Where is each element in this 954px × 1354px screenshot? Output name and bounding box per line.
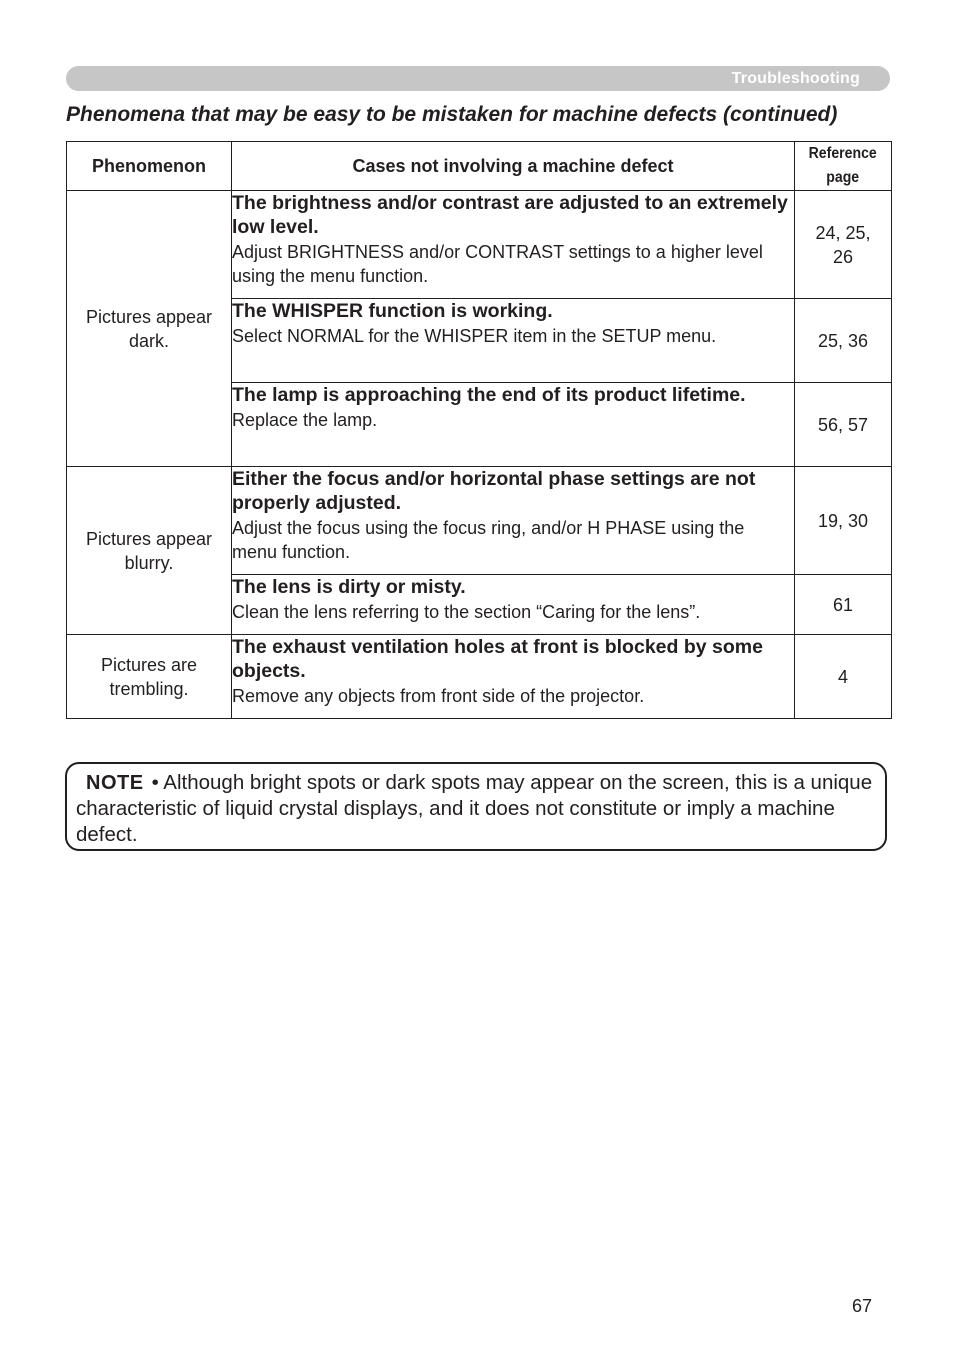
page-number: 67: [852, 1296, 873, 1316]
reference-text: 61: [832, 594, 854, 615]
case-cell: [232, 467, 795, 575]
note-body: • Although bright spots or dark spots may appear on the screen, this is a unique characteristic of liquid crystal displays, and it does not constitute or imply a machine defect.: [76, 771, 873, 846]
case-cell: [232, 575, 795, 635]
phenomenon-cell: [67, 467, 232, 635]
reference-text: 56, 57: [817, 414, 869, 435]
case-cell: [232, 191, 795, 299]
note-text: [76, 770, 876, 848]
table-row: [67, 191, 892, 299]
case-title: The lens is dirty or misty.: [232, 576, 466, 598]
case-cell: [232, 299, 795, 383]
case-detail: Remove any objects from front side of the projector.: [232, 686, 645, 706]
reference-text: 19, 30: [817, 510, 869, 531]
case-title: Either the focus and/or horizontal phase settings are not properly adjusted.: [232, 468, 756, 514]
reference-cell: [795, 383, 892, 467]
phenomena-table: [66, 141, 892, 719]
phenomenon-text: Pictures are trembling.: [100, 654, 198, 699]
table-header-row: [67, 142, 892, 191]
table-row: [67, 635, 892, 719]
reference-cell: [795, 635, 892, 719]
phenomenon-header: Phenomenon: [67, 142, 232, 191]
case-detail: Select NORMAL for the WHISPER item in the SETUP menu.: [232, 326, 717, 346]
phenomenon-cell: [67, 191, 232, 467]
reference-cell: [795, 299, 892, 383]
reference-text: 4: [837, 666, 848, 687]
cases-header: Cases not involving a machine defect: [232, 142, 795, 191]
reference-header-line2: page: [826, 169, 860, 186]
note-label: NOTE: [86, 772, 144, 794]
case-detail: Adjust BRIGHTNESS and/or CONTRAST settings to a higher level using the menu function.: [232, 242, 763, 286]
section-header-bar: [66, 66, 890, 91]
case-title: The brightness and/or contrast are adjusted to an extremely low level.: [232, 192, 788, 238]
reference-header-line1: Reference: [808, 145, 878, 162]
phenomenon-cell: [67, 635, 232, 719]
case-title: The exhaust ventilation holes at front is blocked by some objects.: [232, 636, 763, 682]
case-detail: Replace the lamp.: [232, 410, 378, 430]
reference-text: 24, 25, 26: [815, 222, 871, 267]
page-title: Phenomena that may be easy to be mistaken for machine defects (continued): [66, 103, 838, 126]
table-row: [67, 467, 892, 575]
phenomenon-text: Pictures appear dark.: [85, 306, 213, 351]
reference-text: 25, 36: [817, 330, 869, 351]
phenomenon-text: Pictures appear blurry.: [85, 528, 213, 573]
reference-cell: [795, 575, 892, 635]
section-label: Troubleshooting: [731, 70, 860, 87]
case-title: The lamp is approaching the end of its product lifetime.: [232, 384, 746, 406]
case-title: The WHISPER function is working.: [232, 300, 553, 322]
reference-cell: [795, 467, 892, 575]
reference-cell: [795, 191, 892, 299]
case-detail: Adjust the focus using the focus ring, and/or H PHASE using the menu function.: [232, 518, 745, 562]
reference-header: [795, 142, 892, 191]
case-cell: [232, 635, 795, 719]
case-detail: Clean the lens referring to the section “Caring for the lens”.: [232, 602, 701, 622]
case-cell: [232, 383, 795, 467]
